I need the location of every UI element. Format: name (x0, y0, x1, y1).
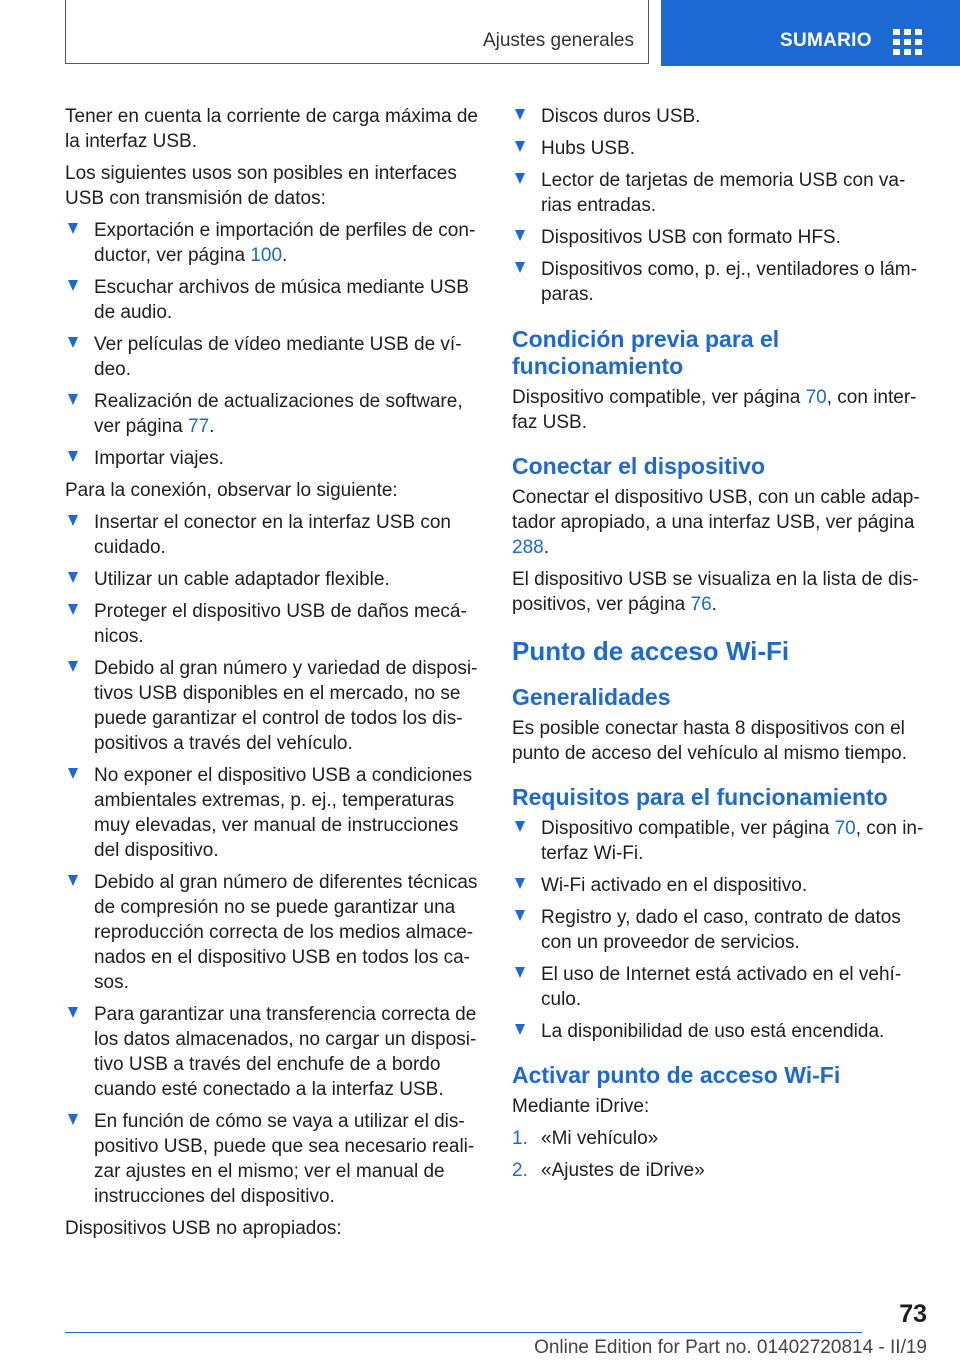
triangle-bullet-icon (515, 878, 525, 889)
heading-requisitos: Requisitos para el funcionamiento (512, 784, 888, 810)
list-item: Hubs USB. (512, 136, 926, 161)
triangle-bullet-icon (68, 515, 78, 526)
list-item: Realización de actualizaciones de software, ver página 77. (65, 389, 480, 439)
heading-condicion: Condición previa para el funcionamiento (512, 326, 780, 379)
page-header (0, 0, 960, 66)
list-item: Ver películas de vídeo mediante USB de vídeo. (65, 332, 480, 382)
left-column (65, 104, 480, 1248)
paragraph-connection: Para la conexión, observar lo siguiente: (65, 480, 398, 501)
footer-divider (65, 1332, 862, 1333)
list-item: Para garantizar una transferencia correcta de los datos almacenados, no cargar un dispositivo USB a través del enchufe de a bordo cuando esté conectado a la interfaz USB. (65, 1002, 480, 1102)
paragraph-usb-uses: Los siguientes usos son posibles en interfaces USB con transmisión de datos: (65, 163, 457, 209)
list-item: Importar viajes. (65, 446, 480, 471)
paragraph-unsuitable-devices: Dispositivos USB no apropiados: (65, 1218, 342, 1239)
list-item: Dispositivo compatible, ver página 70, con interfaz Wi-Fi. (512, 816, 926, 866)
triangle-bullet-icon (68, 1007, 78, 1018)
page-link[interactable]: 77 (188, 416, 210, 437)
sumario-button[interactable] (661, 0, 960, 66)
requirements-list (512, 816, 926, 1044)
paragraph-condicion: Dispositivo compatible, ver página 70, con interfaz USB. (512, 387, 917, 433)
triangle-bullet-icon (68, 604, 78, 615)
list-item: La disponibilidad de uso está encendida. (512, 1019, 926, 1044)
heading-conectar: Conectar el dispositivo (512, 453, 766, 479)
connection-notes-list (65, 510, 480, 1209)
triangle-bullet-icon (68, 875, 78, 886)
triangle-bullet-icon (515, 1024, 525, 1035)
right-column (512, 104, 926, 1190)
heading-wifi-hotspot: Punto de acceso Wi-Fi (512, 636, 790, 666)
triangle-bullet-icon (68, 1114, 78, 1125)
list-item: Proteger el dispositivo USB de daños mecánicos. (65, 599, 480, 649)
page-link[interactable]: 76 (690, 594, 712, 615)
page-link[interactable]: 70 (834, 818, 856, 839)
paragraph-charge-current: Tener en cuenta la corriente de carga máxima de la interfaz USB. (65, 106, 478, 152)
triangle-bullet-icon (515, 173, 525, 184)
paragraph-conectar-1: Conectar el dispositivo USB, con un cable adaptador apropiado, a una interfaz USB, ver página 288. (512, 487, 920, 558)
triangle-bullet-icon (515, 230, 525, 241)
heading-activar: Activar punto de acceso Wi-Fi (512, 1062, 841, 1088)
list-item: Escuchar archivos de música mediante USB de audio. (65, 275, 480, 325)
triangle-bullet-icon (68, 394, 78, 405)
step-number: 2. (512, 1160, 528, 1181)
triangle-bullet-icon (68, 223, 78, 234)
list-item: No exponer el dispositivo USB a condiciones ambientales extremas, p. ej., temperaturas muy elevadas, ver manual de instrucciones del dispositivo. (65, 763, 480, 863)
list-item: Debido al gran número y variedad de dispositivos USB disponibles en el mercado, no se puede garantizar el control de todos los dispositivos a través del vehículo. (65, 656, 480, 756)
triangle-bullet-icon (515, 967, 525, 978)
triangle-bullet-icon (68, 337, 78, 348)
triangle-bullet-icon (515, 141, 525, 152)
page-number: 73 (899, 1300, 927, 1328)
page-link[interactable]: 70 (805, 387, 827, 408)
step-number: 1. (512, 1128, 528, 1149)
paragraph-generalidades: Es posible conectar hasta 8 dispositivos con el punto de acceso del vehículo al mismo tiempo. (512, 718, 907, 764)
triangle-bullet-icon (68, 572, 78, 583)
page-link[interactable]: 100 (250, 245, 283, 266)
list-item: Lector de tarjetas de memoria USB con varias entradas. (512, 168, 926, 218)
sumario-label: SUMARIO (780, 30, 872, 51)
triangle-bullet-icon (515, 910, 525, 921)
grid-menu-icon (893, 29, 923, 55)
paragraph-activar: Mediante iDrive: (512, 1096, 650, 1117)
unsuitable-devices-list (512, 104, 926, 307)
step-item: 1. «Mi vehículo» (512, 1128, 659, 1149)
list-item: Registro y, dado el caso, contrato de datos con un proveedor de servicios. (512, 905, 926, 955)
steps-list (512, 1126, 926, 1183)
triangle-bullet-icon (515, 262, 525, 273)
section-title: Ajustes generales (482, 30, 634, 51)
paragraph-conectar-2: El dispositivo USB se visualiza en la lista de dispositivos, ver página 76. (512, 569, 919, 615)
list-item: Wi-Fi activado en el dispositivo. (512, 873, 926, 898)
list-item: Discos duros USB. (512, 104, 926, 129)
list-item: En función de cómo se vaya a utilizar el dispositivo USB, puede que sea necesario realizar ajustes en el mismo; ver el manual de instrucciones del dispositivo. (65, 1109, 480, 1209)
list-item: Exportación e importación de perfiles de conductor, ver página 100. (65, 218, 480, 268)
usb-uses-list (65, 218, 480, 471)
edition-note: Online Edition for Part no. 01402720814 - II/19 (534, 1337, 927, 1358)
heading-generalidades: Generalidades (512, 684, 671, 710)
triangle-bullet-icon (68, 280, 78, 291)
triangle-bullet-icon (68, 661, 78, 672)
step-item: 2. «Ajustes de iDrive» (512, 1160, 705, 1181)
list-item: Utilizar un cable adaptador flexible. (65, 567, 480, 592)
triangle-bullet-icon (515, 109, 525, 120)
list-item: Dispositivos como, p. ej., ventiladores o lámparas. (512, 257, 926, 307)
list-item: Debido al gran número de diferentes técnicas de compresión no se puede garantizar una reproducción correcta de los medios almacenados en el dispositivo USB en todos los casos. (65, 870, 480, 995)
list-item: Dispositivos USB con formato HFS. (512, 225, 926, 250)
section-tab (65, 0, 649, 64)
triangle-bullet-icon (68, 768, 78, 779)
list-item: Insertar el conector en la interfaz USB con cuidado. (65, 510, 480, 560)
list-item: El uso de Internet está activado en el vehículo. (512, 962, 926, 1012)
triangle-bullet-icon (515, 821, 525, 832)
triangle-bullet-icon (68, 451, 78, 462)
page-link[interactable]: 288 (512, 537, 544, 558)
